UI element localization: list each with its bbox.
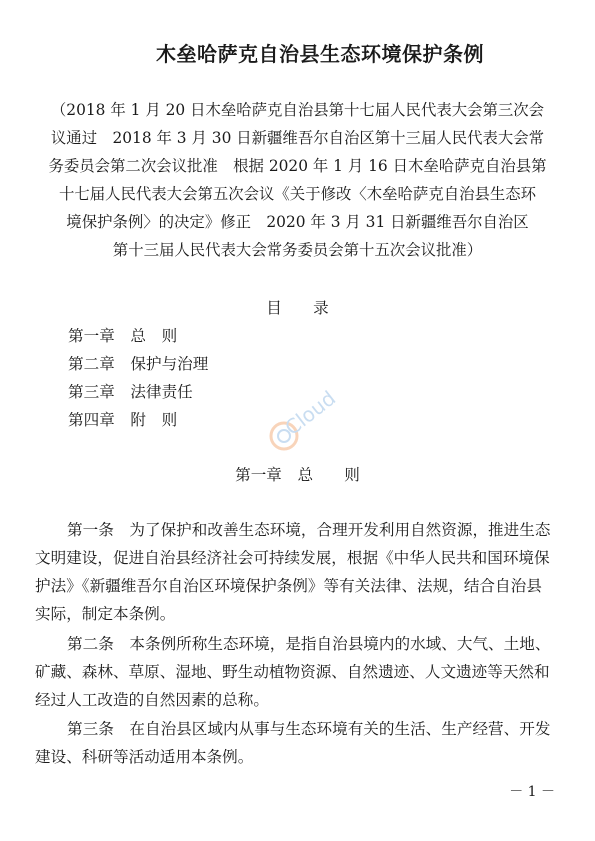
toc-title: 目 录 bbox=[266, 299, 329, 317]
article-line: 第一条 为了保护和改善生态环境，合理开发利用自然资源，推进生态 bbox=[67, 521, 551, 539]
chapter-heading: 第一章 总 则 bbox=[235, 466, 360, 484]
watermark-text: Cloud bbox=[280, 385, 341, 440]
document-title: 木垒哈萨克自治县生态环境保护条例 bbox=[156, 42, 484, 66]
article-line: 矿藏、森林、草原、湿地、野生动植物资源、自然遗迹、人文遗迹等天然和 bbox=[35, 663, 550, 681]
note-line: 十七届人民代表大会第五次会议《关于修改〈木垒哈萨克自治县生态环 bbox=[58, 185, 537, 203]
article-line: 文明建设，促进自治县经济社会可持续发展，根据《中华人民共和国环境保 bbox=[35, 549, 550, 567]
note-line: 务委员会第二次会议批准 根据 2020 年 1 月 16 日木垒哈萨克自治县第 bbox=[48, 157, 547, 175]
toc-item: 第二章 保护与治理 bbox=[68, 355, 209, 373]
note-line: 议通过 2018 年 3 月 30 日新疆维吾尔自治区第十三届人民代表大会常 bbox=[50, 129, 545, 147]
note-line: （2018 年 1 月 20 日木垒哈萨克自治县第十七届人民代表大会第三次会 bbox=[50, 101, 545, 119]
article-line: 第三条 在自治县区域内从事与生态环境有关的生活、生产经营、开发 bbox=[67, 720, 551, 738]
cloud-watermark-logo bbox=[262, 378, 354, 460]
article-line: 建设、科研等活动适用本条例。 bbox=[35, 748, 254, 766]
article-line: 实际，制定本条例。 bbox=[35, 605, 176, 623]
page-number: － 1 － bbox=[509, 784, 555, 800]
note-line: 第十三届人民代表大会常务委员会第十五次会议批准） bbox=[112, 241, 483, 259]
toc-item: 第四章 附 则 bbox=[68, 411, 178, 429]
article-line: 护法》《新疆维吾尔自治区环境保护条例》等有关法律、法规，结合自治县 bbox=[35, 577, 542, 595]
article-line: 第二条 本条例所称生态环境，是指自治县境内的水域、大气、土地、 bbox=[67, 635, 551, 653]
toc-item: 第三章 法律责任 bbox=[68, 383, 193, 401]
note-line: 境保护条例〉的决定》修正 2020 年 3 月 31 日新疆维吾尔自治区 bbox=[66, 213, 529, 231]
article-line: 经过人工改造的自然因素的总称。 bbox=[35, 691, 269, 709]
toc-item: 第一章 总 则 bbox=[68, 327, 178, 345]
